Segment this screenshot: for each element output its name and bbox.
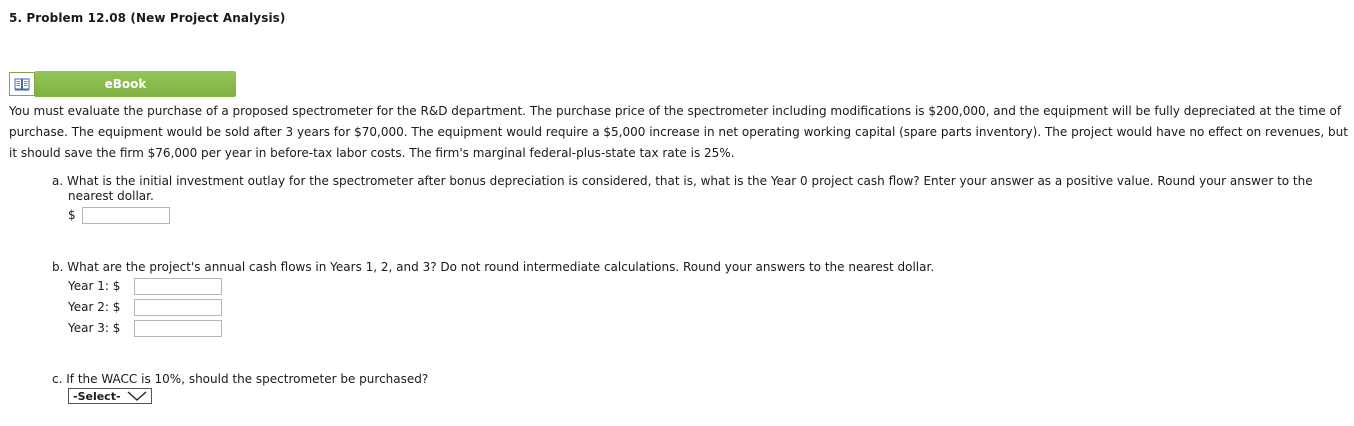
part-c: [52, 372, 852, 404]
year1-cash-flow-input[interactable]: [134, 278, 222, 295]
part-a-text-cont: nearest dollar.: [68, 189, 154, 203]
part-b-letter: b.: [52, 260, 64, 274]
ebook-label[interactable]: eBook: [35, 71, 236, 97]
year0-cash-flow-input[interactable]: [82, 207, 170, 224]
year3-row: [52, 318, 1052, 338]
part-a: [52, 174, 1342, 225]
year1-row: [52, 276, 1052, 296]
year2-row: [52, 297, 1052, 317]
year1-label: Year 1: $: [68, 278, 121, 293]
book-icon[interactable]: [9, 72, 35, 96]
currency-label: $: [68, 207, 76, 222]
problem-intro: You must evaluate the purchase of a proposed spectrometer for the R&D department. The purchase price of the spectrometer including modifications is $200,000, and the equipment will be fully depreciated at the time of purchase. The equipment would be sold after 3 years for $70,000. The equipment would require a $5,000 increase in net operating working capital (spare parts inventory). The project would have no effect on revenues, but it should save the firm $76,000 per year in before-tax labor costs. The firm's marginal federal-plus-state tax rate is 25%.: [9, 104, 1348, 160]
part-a-letter: a.: [52, 174, 64, 188]
part-c-question: [52, 372, 852, 387]
part-b-text: What are the project's annual cash flows in Years 1, 2, and 3? Do not round intermediate calculations. Round your answers to the nearest dollar.: [67, 260, 935, 274]
part-a-text: What is the initial investment outlay for the spectrometer after bonus depreciation is considered, that is, what is the Year 0 project cash flow? Enter your answer as a positive value. Round your answer to the: [67, 174, 1313, 188]
ebook-button[interactable]: [9, 71, 236, 97]
part-b-question: [52, 260, 1052, 275]
year2-cash-flow-input[interactable]: [134, 299, 222, 316]
year3-label: Year 3: $: [68, 320, 121, 335]
select-value: -Select-: [73, 389, 121, 403]
year3-cash-flow-input[interactable]: [134, 320, 222, 337]
part-b: [52, 260, 1052, 338]
part-c-text: If the WACC is 10%, should the spectrometer be purchased?: [66, 372, 429, 386]
problem-title: 5. Problem 12.08 (New Project Analysis): [9, 11, 286, 25]
purchase-decision-select[interactable]: [68, 388, 152, 404]
year2-label: Year 2: $: [68, 299, 121, 314]
part-a-answer-row: [52, 205, 1342, 225]
part-a-question: [52, 174, 1342, 204]
part-c-letter: c.: [52, 372, 63, 386]
chevron-down-icon: [127, 391, 147, 401]
